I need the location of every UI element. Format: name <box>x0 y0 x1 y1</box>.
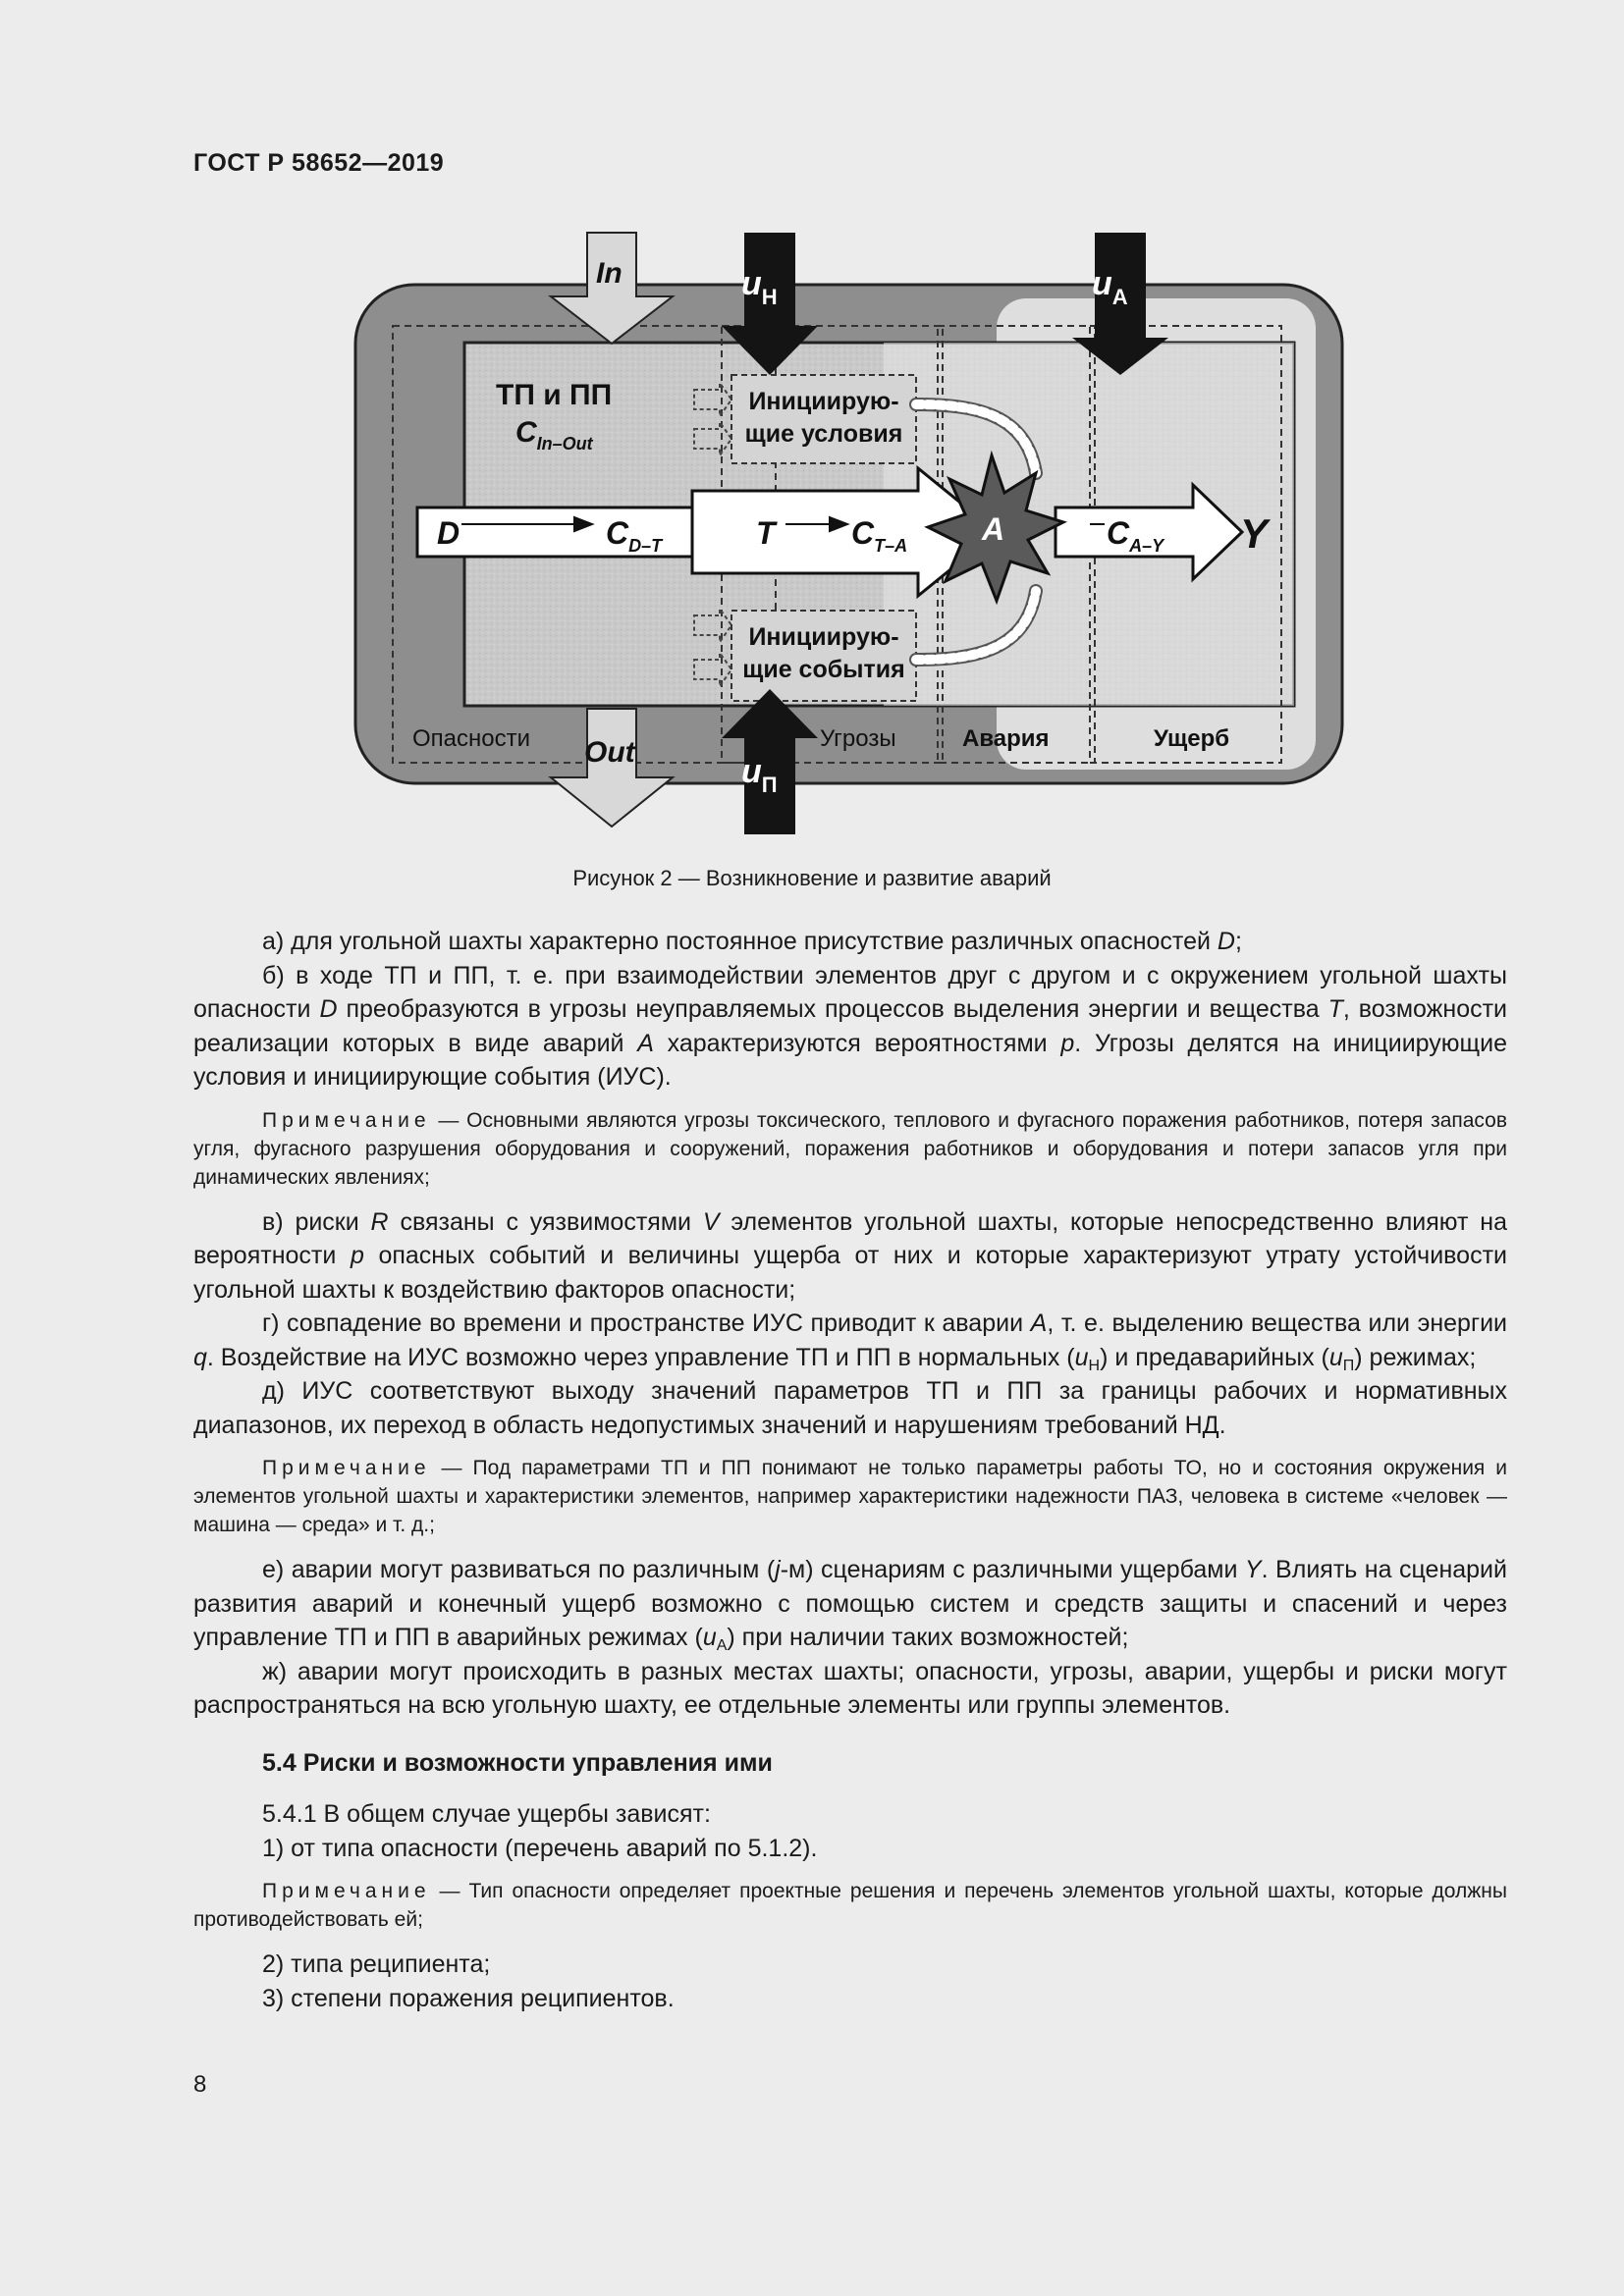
label-cinout-sub: In–Out <box>536 434 593 454</box>
label-t: T <box>756 515 776 551</box>
label-un-sub: Н <box>761 285 778 309</box>
item-v: в) риски R связаны с уязвимостями V элементов угольной шахты, которые непосредственно влияют на вероятности p опасных событий и величины ущерба от них и которые характеризуют утрату устойчивости угольной шахты к воздействию факторов опасности; <box>193 1207 1507 1304</box>
label-cay: C <box>1107 515 1130 551</box>
note-1: Примечание — Основными являются угрозы токсического, теплового и фугасного поражения работников, потеря запасов угля, фугасного разрушения оборудования и сооружений, поражения работников и оборудования и потери запасов угля при динамических явлениях; <box>193 1108 1507 1189</box>
zone-threats-label: Угрозы <box>820 725 896 752</box>
label-out: Out <box>584 736 635 769</box>
note-3: Примечание — Тип опасности определяет проектные решения и перечень элементов угольной шахты, которые должны противодействовать ей; <box>193 1880 1507 1931</box>
document-header: ГОСТ Р 58652—2019 <box>193 149 445 177</box>
label-cdt: C <box>606 515 629 551</box>
label-cinout: C <box>515 416 537 449</box>
label-up-sub: П <box>761 773 778 797</box>
list-item-1: 1) от типа опасности (перечень аварий по 5.1.2). <box>262 1834 818 1862</box>
item-zh: ж) аварии могут происходить в разных местах шахты; опасности, угрозы, аварии, ущербы и риски могут распространяться на всю угольную шахту, ее отдельные элементы или группы элементов. <box>193 1657 1507 1719</box>
label-tp: ТП и ПП <box>496 379 613 411</box>
label-cta: C <box>851 515 875 551</box>
label-d: D <box>437 515 460 551</box>
item-g: г) совпадение во времени и пространстве ИУС приводит к аварии A, т. е. выделению вещества или энергии q. Воздействие на ИУС возможно через управление ТП и ПП в нормальных $(u_Н)$ и предаварийных $(u_П)$ режимах; <box>193 1309 1508 1374</box>
init-event-line1: Инициирую- <box>748 623 899 651</box>
list-item-3: 3) степени поражения реципиентов. <box>262 1984 675 2012</box>
zone-damage-label: Ущерб <box>1154 725 1230 752</box>
label-in: In <box>596 257 623 290</box>
list-item-2: 2) типа реципиента; <box>262 1950 491 1978</box>
init-cond-line1: Инициирую- <box>748 388 899 415</box>
label-cay-sub: A–Y <box>1129 536 1164 556</box>
item-b: б) в ходе ТП и ПП, т. е. при взаимодействии элементов друг с другом и с окружением угольной шахты опасности D преобразуются в угрозы неуправляемых процессов выделения энергии и вещества T, возможности реализации которых в виде аварий A характеризуются вероятностями p. Угрозы делятся на инициирующие условия и инициирующие события (ИУС). <box>193 961 1508 1091</box>
zone-hazards-label: Опасности <box>412 725 531 752</box>
label-cdt-sub: D–T <box>628 536 663 556</box>
figure-caption: Рисунок 2 — Возникновение и развитие аварий <box>572 866 1052 890</box>
section-heading: 5.4 Риски и возможности управления ими <box>262 1748 773 1777</box>
item-d: д) ИУС соответствуют выходу значений параметров ТП и ПП за границы рабочих и нормативных диапазонов, их переход в область недопустимых значений и нарушениям требований НД. <box>193 1377 1507 1439</box>
accident-diagram <box>349 228 1350 836</box>
body-text <box>193 925 1507 2015</box>
label-un: u <box>741 265 762 302</box>
label-up: u <box>741 753 762 790</box>
label-ua-sub: А <box>1111 285 1128 309</box>
label-y: Y <box>1240 510 1269 557</box>
item-e: е) аварии могут развиваться по различным (j-м) сценариям с различными ущербами Y. Влиять на сценарий развития аварий и конечный ущерб возможно с помощью систем и средств защиты и спасений и через управление ТП и ПП в аварийных режимах $(u_А)$ при наличии таких возможностей; <box>193 1556 1507 1654</box>
label-cta-sub: T–A <box>874 536 908 556</box>
zone-accident-label: Авария <box>962 725 1050 752</box>
note-2: Примечание — Под параметрами ТП и ПП понимают не только параметры работы ТО, но и состояния окружения и элементов угольной шахты и характеристики элементов, например характеристики надежности ПАЗ, человека в системе «человек — машина — среда» и т. д.; <box>193 1457 1507 1536</box>
label-a: A <box>982 511 1005 547</box>
init-event-line2: щие события <box>742 656 905 683</box>
item-a: а) для угольной шахты характерно постоянное присутствие различных опасностей D; <box>262 928 1242 955</box>
init-cond-line2: щие условия <box>744 420 903 448</box>
label-ua: u <box>1092 265 1112 302</box>
clause-5-4-1: 5.4.1 В общем случае ущербы зависят: <box>262 1800 711 1828</box>
page-number: 8 <box>193 2071 207 2098</box>
